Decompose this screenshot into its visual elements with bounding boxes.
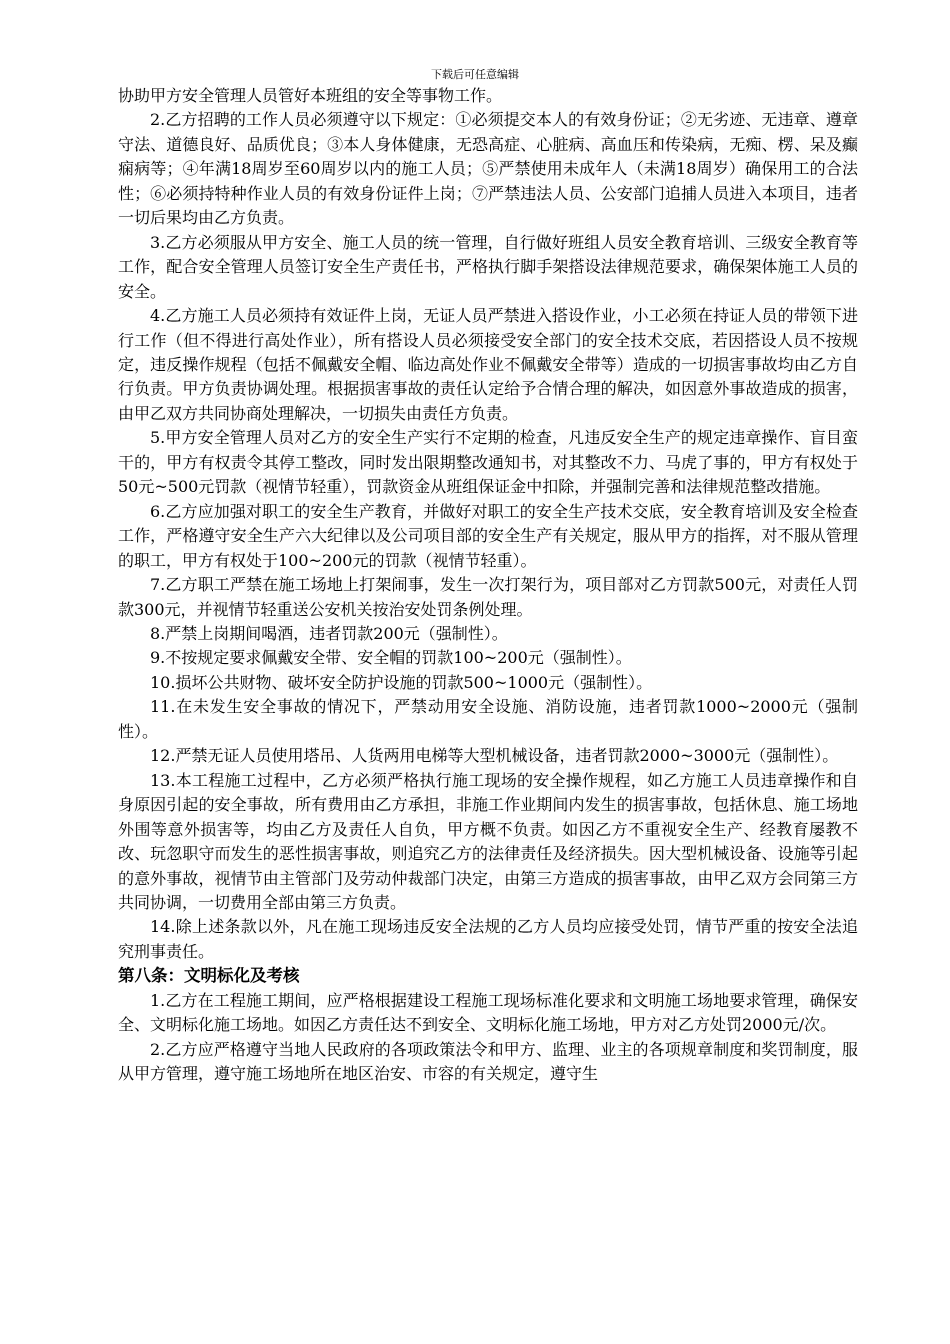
clause-13: 13.本工程施工过程中，乙方必须严格执行施工现场的安全操作规程，如乙方施工人员违章操作和自身原因引起的安全事故，所有费用由乙方承担，非施工作业期间内发生的损害事故，包括休息、施工场地外围等意外损害等，均由乙方及责任人自负，甲方概不负责。如因乙方不重视安全生产、经教育屡教不改、玩忽职守而发生的恶性损害事故，则追究乙方的法律责任及经济损失。因大型机械设备、设施等引起的意外事故，视情节由主管部门及劳动仲裁部门决定，由第三方造成的损害事故，由甲乙双方会同第三方共同协调，一切费用全部由第三方负责。 [118,770,858,912]
clause-12: 12.严禁无证人员使用塔吊、人货两用电梯等大型机械设备，违者罚款2000~3000元（强制性）。 [150,746,839,766]
header-note: 下载后可任意编辑 [431,68,519,81]
clause-14: 14.除上述条款以外，凡在施工现场违反安全法规的乙方人员均应接受处罚，情节严重的按安全法追究刑事责任。 [118,917,858,961]
clause-2: 2.乙方招聘的工作人员必须遵守以下规定：①必须提交本人的有效身份证；②无劣迹、无违章、遵章守法、道德良好、品质优良；③本人身体健康，无恐高症、心脏病、高血压和传染病，无痴、楞、呆及癫痫病等；④年满18周岁至60周岁以内的施工人员；⑤严禁使用未成年人（未满18周岁）确保用工的合法性；⑥必须持特种作业人员的有效身份证件上岗；⑦严禁违法人员、公安部门追捕人员进入本项目，违者一切后果均由乙方负责。 [118,110,858,228]
section8-clause-1: 1.乙方在工程施工期间，应严格根据建设工程施工现场标准化要求和文明施工场地要求管理，确保安全、文明标化施工场地。如因乙方责任达不到安全、文明标化施工场地，甲方对乙方处罚2000元/次。 [118,990,858,1035]
clause-3: 3.乙方必须服从甲方安全、施工人员的统一管理，自行做好班组人员安全教育培训、三级安全教育等工作，配合安全管理人员签订安全生产责任书，严格执行脚手架搭设法律规范要求，确保架体施工人员的安全。 [118,232,858,301]
clause-6: 6.乙方应加强对职工的安全生产教育，并做好对职工的安全生产技术交底，安全教育培训及安全检查工作，严格遵守安全生产六大纪律以及公司项目部的安全生产有关规定，服从甲方的指挥，对不服从管理的职工，甲方有权处于100~200元的罚款（视情节轻重）。 [118,501,858,570]
paragraph-continuation: 协助甲方安全管理人员管好本班组的安全等事物工作。 [118,86,503,105]
clause-7: 7.乙方职工严禁在施工场地上打架闹事，发生一次打架行为，项目部对乙方罚款500元，对责任人罚款300元，并视情节轻重送公安机关按治安处罚条例处理。 [118,575,858,619]
clause-5: 5.甲方安全管理人员对乙方的安全生产实行不定期的检查，凡违反安全生产的规定违章操作、盲目蛮干的，甲方有权责令其停工整改，同时发出限期整改通知书，对其整改不力、马虎了事的，甲方有权处于50元~500元罚款（视情节轻重），罚款资金从班组保证金中扣除，并强制完善和法律规范整改措施。 [118,428,858,497]
clause-11: 11.在未发生安全事故的情况下，严禁动用安全设施、消防设施，违者罚款1000~2000元（强制性）。 [118,697,858,741]
section8-clause-2: 2.乙方应严格遵守当地人民政府的各项政策法令和甲方、监理、业主的各项规章制度和奖罚制度，服从甲方管理，遵守施工场地所在地区治安、市容的有关规定，遵守生 [118,1039,858,1084]
clause-4: 4.乙方施工人员必须持有效证件上岗，无证人员严禁进入搭设作业，小工必须在持证人员的带领下进行工作（但不得进行高处作业），所有搭设人员必须接受安全部门的安全技术交底，若因搭设人员不按规定，违反操作规程（包括不佩戴安全帽、临边高处作业不佩戴安全带等）造成的一切损害事故均由乙方自行负责。甲方负责协调处理。根据损害事故的责任认定给予合情合理的解决，如因意外事故造成的损害，由甲乙双方共同协商处理解决，一切损失由责任方负责。 [118,306,858,423]
clause-8: 8.严禁上岗期间喝酒，违者罚款200元（强制性）。 [150,623,508,643]
clause-10: 10.损坏公共财物、破坏安全防护设施的罚款500~1000元（强制性）。 [150,672,653,692]
document-body [118,84,858,1087]
section-heading: 第八条：文明标化及考核 [118,966,300,986]
clause-9: 9.不按规定要求佩戴安全带、安全帽的罚款100~200元（强制性）。 [150,648,632,668]
